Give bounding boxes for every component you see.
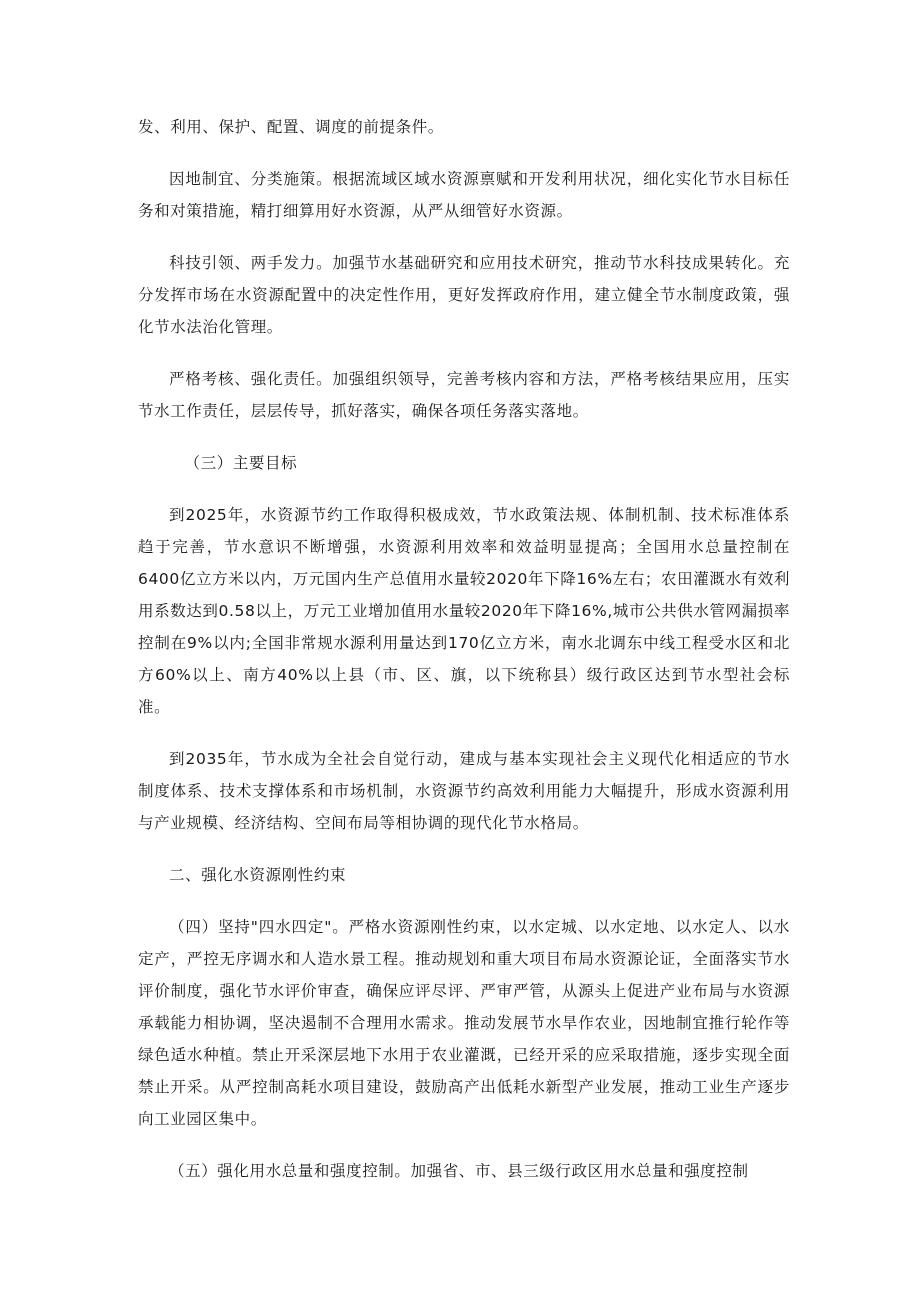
section-heading-main-goals: （三）主要目标 (184, 454, 298, 472)
paragraph-total-control: （五）强化用水总量和强度控制。加强省、市、县三级行政区用水总量和强度控制 (169, 1162, 749, 1180)
paragraph-goals-2035: 到2035年，节水成为全社会自觉行动，建成与基本实现社会主义现代化相适应的节水制度体系、技术支撑体系和市场机制，水资源节约高效利用能力大幅提升，形成水资源利用与产业规模、经济结构、空间布局等相协调的现代化节水格局。 (138, 750, 790, 832)
paragraph-continuation: 发、利用、保护、配置、调度的前提条件。 (138, 118, 444, 136)
section-heading-rigid-constraints: 二、强化水资源刚性约束 (169, 866, 347, 884)
paragraph-local-conditions: 因地制宜、分类施策。根据流域区域水资源禀赋和开发利用状况，细化实化节水目标任务和对策措施，精打细算用好水资源，从严从细管好水资源。 (138, 170, 790, 220)
document-page (138, 111, 790, 1207)
paragraph-four-waters: （四）坚持"四水四定"。严格水资源刚性约束，以水定城、以水定地、以水定人、以水定产，严控无序调水和人造水景工程。推动规划和重大项目布局水资源论证，全面落实节水评价制度，强化节水评价审查，确保应评尽评、严审严管，从源头上促进产业布局与水资源承载能力相协调，坚决遏制不合理用水需求。推动发展节水旱作农业，因地制宜推行轮作等绿色适水种植。禁止开采深层地下水用于农业灌溉，已经开采的应采取措施，逐步实现全面禁止开采。从严控制高耗水项目建设，鼓励高产出低耗水新型产业发展，推动工业生产逐步向工业园区集中。 (138, 918, 790, 1128)
paragraph-goals-2025: 到2025年，水资源节约工作取得积极成效，节水政策法规、体制机制、技术标准体系趋于完善，节水意识不断增强，水资源利用效率和效益明显提高；全国用水总量控制在6400亿立方米以内，万元国内生产总值用水量较2020年下降16%左右；农田灌溉水有效利用系数达到0.58以上，万元工业增加值用水量较2020年下降16%,城市公共供水管网漏损率控制在9%以内;全国非常规水源利用量达到170亿立方米，南水北调东中线工程受水区和北方60%以上、南方40%以上县（市、区、旗，以下统称县）级行政区达到节水型社会标准。 (138, 506, 790, 716)
paragraph-assessment: 严格考核、强化责任。加强组织领导，完善考核内容和方法，严格考核结果应用，压实节水工作责任，层层传导，抓好落实，确保各项任务落实落地。 (138, 370, 790, 420)
paragraph-technology: 科技引领、两手发力。加强节水基础研究和应用技术研究，推动节水科技成果转化。充分发挥市场在水资源配置中的决定性作用，更好发挥政府作用，建立健全节水制度政策，强化节水法治化管理。 (138, 254, 790, 336)
